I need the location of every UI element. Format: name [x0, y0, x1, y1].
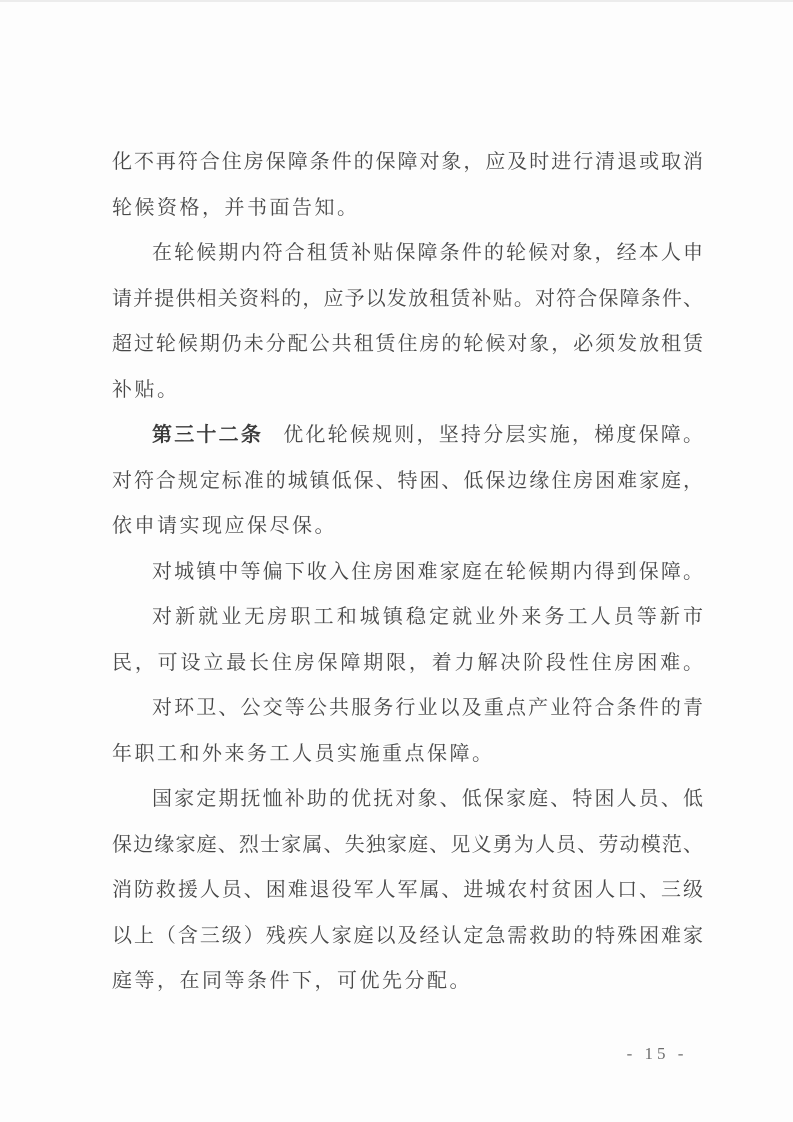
text-line: 年职工和外来务工人员实施重点保障。 — [112, 742, 495, 765]
text-line: 消防救援人员、困难退役军人军属、进城农村贫困人口、三级 — [112, 879, 703, 901]
text-line: 对环卫、公交等公共服务行业以及重点产业符合条件的青 — [152, 697, 703, 719]
page-number: - 15 - — [626, 1044, 688, 1063]
text-line: 对新就业无房职工和城镇稳定就业外来务工人员等新市 — [152, 606, 703, 628]
text-line: 请并提供相关资料的，应予以发放租赁补贴。对符合保障条件、 — [112, 287, 703, 310]
text-line: 对符合规定标准的城镇低保、特困、低保边缘住房困难家庭， — [112, 469, 703, 492]
text-line: 保边缘家庭、烈士家属、失独家庭、见义勇为人员、劳动模范、 — [112, 833, 703, 856]
text-line: 庭等，在同等条件下，可优先分配。 — [112, 970, 472, 992]
text-line: 依申请实现应保尽保。 — [112, 515, 337, 537]
text-line: 化不再符合住房保障条件的保障对象，应及时进行清退或取消 — [112, 151, 703, 173]
text-line: 对城镇中等偏下收入住房困难家庭在轮候期内得到保障。 — [152, 560, 703, 583]
document-body-text — [112, 140, 703, 1005]
text-line: 轮候资格，并书面告知。 — [112, 196, 360, 219]
text-line: 补贴。 — [112, 378, 180, 401]
text-line-article-32 — [112, 413, 703, 459]
text-line: 在轮候期内符合租赁补贴保障条件的轮候对象，经本人申 — [152, 242, 703, 264]
article-number-label: 第三十二条 — [152, 424, 264, 446]
text-line: 民，可设立最长住房保障期限，着力解决阶段性住房困难。 — [112, 651, 703, 674]
text-line: 国家定期抚恤补助的优抚对象、低保家庭、特困人员、低 — [152, 788, 703, 810]
article-opening-text: 优化轮候规则，坚持分层实施，梯度保障。 — [281, 424, 703, 446]
text-line: 以上（含三级）残疾人家庭以及经认定急需救助的特殊困难家 — [112, 924, 703, 947]
text-line: 超过轮候期仍未分配公共租赁住房的轮候对象，必须发放租赁 — [112, 333, 703, 355]
